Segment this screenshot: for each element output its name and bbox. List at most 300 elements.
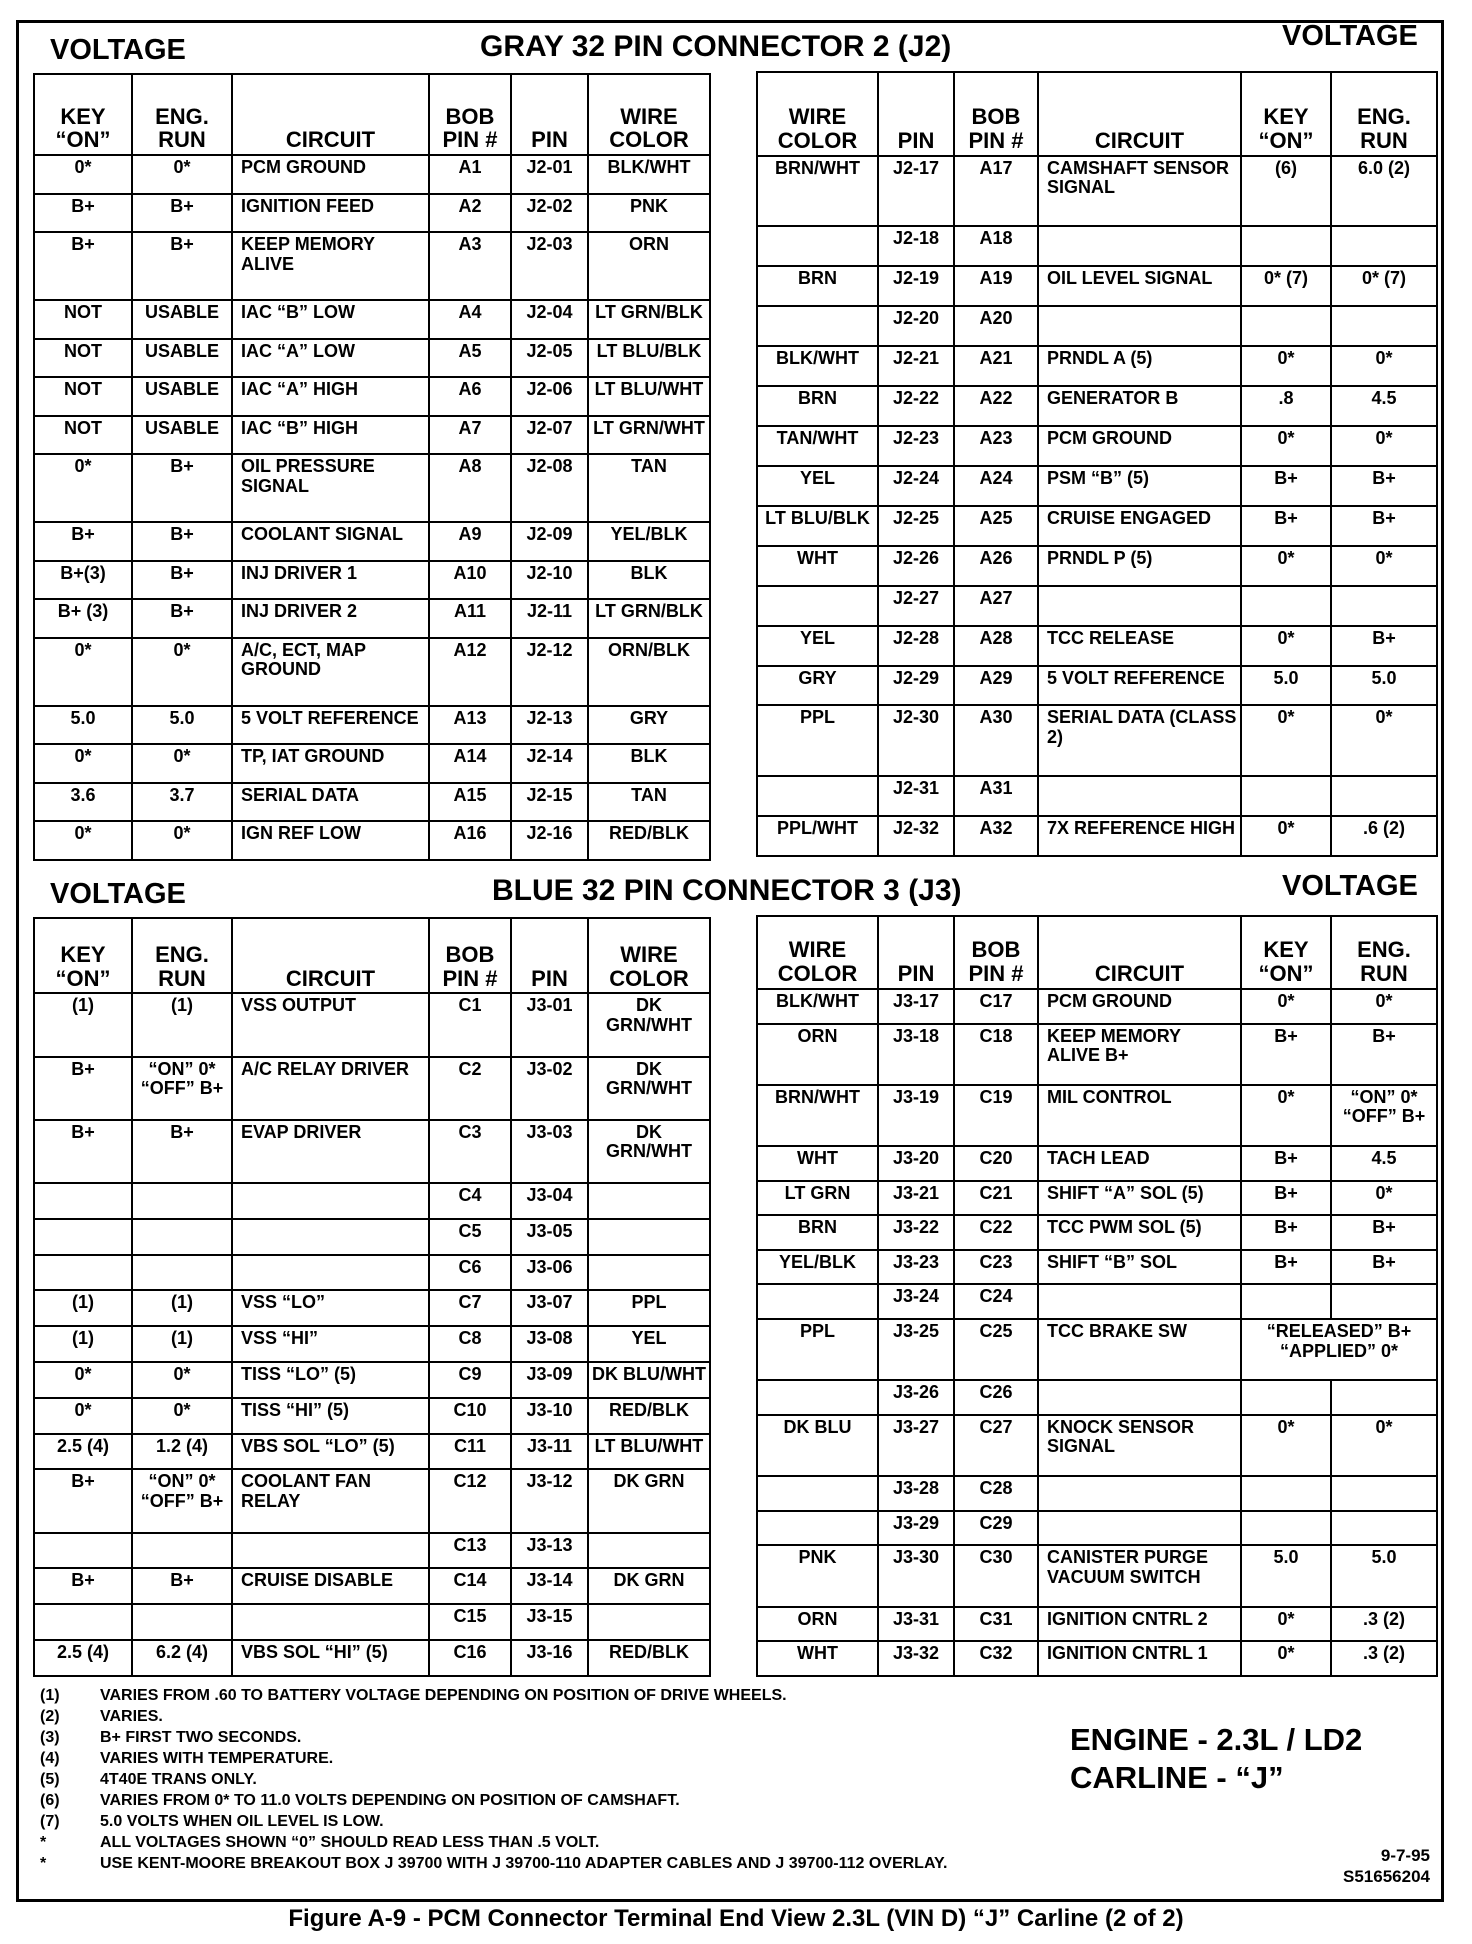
table-row bbox=[757, 1024, 1437, 1085]
table-cell: .8 bbox=[1241, 386, 1331, 426]
table-cell: J3-06 bbox=[511, 1255, 588, 1291]
table-cell: J2-04 bbox=[511, 300, 588, 339]
table-cell bbox=[1331, 1476, 1437, 1511]
table-cell: LT BLU/WHT bbox=[588, 377, 710, 416]
table-cell: 0* bbox=[1241, 816, 1331, 856]
table-cell: J3-21 bbox=[878, 1181, 954, 1216]
table-cell: DK GRN/WHT bbox=[588, 1120, 710, 1183]
table-row bbox=[757, 1319, 1437, 1380]
table-cell: USABLE bbox=[132, 377, 232, 416]
table-cell: C24 bbox=[954, 1284, 1038, 1319]
table-cell: BRN/WHT bbox=[757, 1085, 878, 1146]
table-cell: J2-19 bbox=[878, 266, 954, 306]
table-cell: C16 bbox=[429, 1640, 511, 1676]
table-cell: J2-25 bbox=[878, 506, 954, 546]
table-cell: J3-15 bbox=[511, 1604, 588, 1640]
table-cell bbox=[757, 226, 878, 266]
table-cell: LT BLU/BLK bbox=[757, 506, 878, 546]
j3-title: BLUE 32 PIN CONNECTOR 3 (J3) bbox=[492, 874, 962, 907]
table-cell: B+ bbox=[132, 522, 232, 561]
table-row bbox=[757, 386, 1437, 426]
table-cell: 0* (7) bbox=[1241, 266, 1331, 306]
table-cell bbox=[232, 1604, 429, 1640]
table-cell: 0* bbox=[1241, 426, 1331, 466]
table-cell: IAC “B” LOW bbox=[232, 300, 429, 339]
table-cell: C3 bbox=[429, 1120, 511, 1183]
table-cell: BLK bbox=[588, 561, 710, 600]
table-cell: SHIFT “A” SOL (5) bbox=[1038, 1181, 1241, 1216]
footnote bbox=[40, 1727, 947, 1748]
table-cell: A/C RELAY DRIVER bbox=[232, 1057, 429, 1120]
table-cell: B+ bbox=[1241, 1024, 1331, 1085]
table-cell: J3-03 bbox=[511, 1120, 588, 1183]
table-cell bbox=[34, 1183, 132, 1219]
table-cell: C21 bbox=[954, 1181, 1038, 1216]
table-cell: ORN bbox=[757, 1607, 878, 1642]
table-cell bbox=[757, 776, 878, 816]
table-cell: C32 bbox=[954, 1641, 1038, 1676]
table-cell: PPL bbox=[588, 1290, 710, 1326]
table-cell: .3 (2) bbox=[1331, 1641, 1437, 1676]
table-cell bbox=[757, 306, 878, 346]
table-cell: A5 bbox=[429, 339, 511, 378]
table-cell: J3-05 bbox=[511, 1219, 588, 1255]
footnote-marker: (3) bbox=[40, 1729, 60, 1746]
table-cell: INJ DRIVER 1 bbox=[232, 561, 429, 600]
table-cell: A2 bbox=[429, 194, 511, 233]
table-cell: 0* bbox=[34, 821, 132, 860]
table-cell: 0* bbox=[1241, 1607, 1331, 1642]
table-cell: YEL bbox=[588, 1326, 710, 1362]
table-cell: J2-17 bbox=[878, 156, 954, 226]
table-row bbox=[757, 586, 1437, 626]
table-row bbox=[34, 1326, 710, 1362]
column-header: PIN bbox=[878, 72, 954, 156]
table-cell: LT BLU/BLK bbox=[588, 339, 710, 378]
table-cell: LT GRN/BLK bbox=[588, 599, 710, 638]
table-cell: GENERATOR B bbox=[1038, 386, 1241, 426]
table-cell: 0* bbox=[34, 155, 132, 194]
table-cell: J2-10 bbox=[511, 561, 588, 600]
table-cell: TACH LEAD bbox=[1038, 1146, 1241, 1181]
table-cell: B+ bbox=[1241, 1146, 1331, 1181]
table-cell bbox=[132, 1255, 232, 1291]
table-cell: TP, IAT GROUND bbox=[232, 744, 429, 783]
footnote-text: ALL VOLTAGES SHOWN “0” SHOULD READ LESS THAN .5 VOLT. bbox=[100, 1834, 600, 1851]
table-cell: 0* bbox=[132, 638, 232, 706]
table-cell bbox=[1241, 1284, 1331, 1319]
table-cell bbox=[588, 1183, 710, 1219]
table-cell: 0* bbox=[1331, 705, 1437, 775]
table-cell: A10 bbox=[429, 561, 511, 600]
table-cell: IGNITION CNTRL 2 bbox=[1038, 1607, 1241, 1642]
table-row bbox=[757, 306, 1437, 346]
table-cell: VSS “LO” bbox=[232, 1290, 429, 1326]
table-cell: “RELEASED” B+ “APPLIED” 0* bbox=[1241, 1319, 1437, 1380]
table-cell: A6 bbox=[429, 377, 511, 416]
j2-voltage-right-label: VOLTAGE bbox=[1282, 20, 1418, 52]
footnote-text: B+ FIRST TWO SECONDS. bbox=[100, 1729, 302, 1746]
table-cell: 0* bbox=[34, 638, 132, 706]
table-cell: B+ bbox=[132, 1120, 232, 1183]
table-cell: B+ bbox=[1331, 1024, 1437, 1085]
table-row bbox=[34, 454, 710, 522]
table-cell: NOT bbox=[34, 300, 132, 339]
table-cell: 0* bbox=[1331, 546, 1437, 586]
footnote-text: VARIES FROM 0* TO 11.0 VOLTS DEPENDING ON POSITION OF CAMSHAFT. bbox=[100, 1792, 680, 1809]
table-cell: YEL/BLK bbox=[588, 522, 710, 561]
table-cell bbox=[1038, 1511, 1241, 1546]
table-row bbox=[757, 1545, 1437, 1606]
table-cell: B+ bbox=[132, 1568, 232, 1604]
table-cell: VBS SOL “LO” (5) bbox=[232, 1434, 429, 1470]
table-cell: SHIFT “B” SOL bbox=[1038, 1250, 1241, 1285]
table-cell: J3-02 bbox=[511, 1057, 588, 1120]
doc-date: 9-7-95 bbox=[1380, 1846, 1430, 1865]
table-cell: PRNDL P (5) bbox=[1038, 546, 1241, 586]
table-cell: MIL CONTROL bbox=[1038, 1085, 1241, 1146]
table-cell: J2-26 bbox=[878, 546, 954, 586]
table-cell: J3-19 bbox=[878, 1085, 954, 1146]
table-cell: A24 bbox=[954, 466, 1038, 506]
table-cell: IGN REF LOW bbox=[232, 821, 429, 860]
table-header-row bbox=[757, 72, 1437, 156]
table-cell: B+ bbox=[1241, 506, 1331, 546]
table-cell: B+ (3) bbox=[34, 599, 132, 638]
table-cell: 0* bbox=[1331, 1181, 1437, 1216]
table-cell: C2 bbox=[429, 1057, 511, 1120]
table-cell bbox=[1038, 1284, 1241, 1319]
table-cell: A25 bbox=[954, 506, 1038, 546]
table-cell: 5 VOLT REFERENCE bbox=[1038, 666, 1241, 706]
column-header: ENG. RUN bbox=[132, 918, 232, 993]
table-cell: J2-24 bbox=[878, 466, 954, 506]
table-cell: 0* bbox=[1331, 426, 1437, 466]
table-cell: TCC RELEASE bbox=[1038, 626, 1241, 666]
table-cell: (6) bbox=[1241, 156, 1331, 226]
table-cell bbox=[757, 1511, 878, 1546]
table-cell: 0* bbox=[132, 1398, 232, 1434]
footnote bbox=[40, 1790, 947, 1811]
table-cell: KEEP MEMORY ALIVE bbox=[232, 232, 429, 300]
table-cell bbox=[1241, 1511, 1331, 1546]
table-cell: USABLE bbox=[132, 416, 232, 455]
table-cell: USABLE bbox=[132, 300, 232, 339]
column-header: WIRE COLOR bbox=[757, 72, 878, 156]
table-cell: 0* bbox=[1241, 989, 1331, 1024]
table-row bbox=[757, 266, 1437, 306]
table-cell: A3 bbox=[429, 232, 511, 300]
table-cell: A9 bbox=[429, 522, 511, 561]
table-row bbox=[34, 744, 710, 783]
table-cell: 5.0 bbox=[1241, 666, 1331, 706]
table-cell: J2-06 bbox=[511, 377, 588, 416]
column-header: WIRE COLOR bbox=[588, 918, 710, 993]
table-cell bbox=[34, 1219, 132, 1255]
table-cell bbox=[1038, 1476, 1241, 1511]
table-row bbox=[757, 1641, 1437, 1676]
table-header-row bbox=[757, 916, 1437, 989]
table-cell: 0* bbox=[132, 155, 232, 194]
table-cell: J3-13 bbox=[511, 1533, 588, 1569]
table-row bbox=[34, 638, 710, 706]
table-row bbox=[757, 1415, 1437, 1476]
table-cell bbox=[232, 1183, 429, 1219]
table-cell: LT GRN/WHT bbox=[588, 416, 710, 455]
table-cell: J2-01 bbox=[511, 155, 588, 194]
table-cell bbox=[1331, 226, 1437, 266]
table-cell bbox=[132, 1533, 232, 1569]
column-header: KEY “ON” bbox=[1241, 916, 1331, 989]
table-cell: C19 bbox=[954, 1085, 1038, 1146]
table-row bbox=[34, 339, 710, 378]
table-cell: A27 bbox=[954, 586, 1038, 626]
table-cell: LT BLU/WHT bbox=[588, 1434, 710, 1470]
table-cell: LT GRN bbox=[757, 1181, 878, 1216]
table-cell: CAMSHAFT SENSOR SIGNAL bbox=[1038, 156, 1241, 226]
table-cell: (1) bbox=[34, 993, 132, 1056]
table-cell: OIL PRESSURE SIGNAL bbox=[232, 454, 429, 522]
doc-code: S51656204 bbox=[1343, 1867, 1430, 1886]
table-cell: B+ bbox=[34, 1469, 132, 1532]
footnote-marker: (1) bbox=[40, 1687, 60, 1704]
table-cell: 0* bbox=[1241, 626, 1331, 666]
column-header: ENG. RUN bbox=[1331, 916, 1437, 989]
table-cell: PNK bbox=[757, 1545, 878, 1606]
engine-label: ENGINE - 2.3L / LD2 bbox=[1070, 1722, 1363, 1757]
table-cell: TISS “HI” (5) bbox=[232, 1398, 429, 1434]
table-cell bbox=[1038, 776, 1241, 816]
table-cell: J3-18 bbox=[878, 1024, 954, 1085]
table-cell: C6 bbox=[429, 1255, 511, 1291]
table-cell: J3-23 bbox=[878, 1250, 954, 1285]
table-cell: CRUISE DISABLE bbox=[232, 1568, 429, 1604]
table-cell: 5.0 bbox=[132, 706, 232, 745]
table-cell bbox=[1038, 226, 1241, 266]
footnote bbox=[40, 1832, 947, 1853]
table-cell: PCM GROUND bbox=[1038, 426, 1241, 466]
table-cell: J2-09 bbox=[511, 522, 588, 561]
table-cell bbox=[588, 1255, 710, 1291]
table-row bbox=[757, 426, 1437, 466]
table-cell: BRN bbox=[757, 266, 878, 306]
table-cell: J2-08 bbox=[511, 454, 588, 522]
footnote bbox=[40, 1685, 947, 1706]
table-cell: VSS “HI” bbox=[232, 1326, 429, 1362]
table-row bbox=[34, 416, 710, 455]
table-cell: C14 bbox=[429, 1568, 511, 1604]
table-cell: 2.5 (4) bbox=[34, 1640, 132, 1676]
table-cell: J2-03 bbox=[511, 232, 588, 300]
table-cell: 6.2 (4) bbox=[132, 1640, 232, 1676]
column-header: KEY “ON” bbox=[34, 918, 132, 993]
table-cell bbox=[1241, 1380, 1331, 1415]
table-cell: J3-24 bbox=[878, 1284, 954, 1319]
table-cell: J2-13 bbox=[511, 706, 588, 745]
table-cell: J3-04 bbox=[511, 1183, 588, 1219]
table-cell: J3-16 bbox=[511, 1640, 588, 1676]
table-row bbox=[34, 300, 710, 339]
table-cell: C18 bbox=[954, 1024, 1038, 1085]
table-cell: 0* bbox=[1241, 1085, 1331, 1146]
table-cell: 3.7 bbox=[132, 783, 232, 822]
footnote-marker: (5) bbox=[40, 1771, 60, 1788]
table-cell: BLK/WHT bbox=[757, 346, 878, 386]
table-cell: 0* bbox=[34, 1362, 132, 1398]
table-cell: GRY bbox=[588, 706, 710, 745]
table-row bbox=[34, 1362, 710, 1398]
table-cell: RED/BLK bbox=[588, 821, 710, 860]
table-header-row bbox=[34, 918, 710, 993]
table-cell: J2-29 bbox=[878, 666, 954, 706]
j3-left-table bbox=[33, 917, 711, 1677]
column-header: CIRCUIT bbox=[232, 918, 429, 993]
table-cell: C11 bbox=[429, 1434, 511, 1470]
table-cell: TISS “LO” (5) bbox=[232, 1362, 429, 1398]
table-cell: J3-31 bbox=[878, 1607, 954, 1642]
table-cell: BRN bbox=[757, 386, 878, 426]
table-cell: 0* bbox=[1331, 346, 1437, 386]
table-cell: YEL bbox=[757, 626, 878, 666]
table-cell: WHT bbox=[757, 1146, 878, 1181]
table-cell: 5.0 bbox=[1331, 1545, 1437, 1606]
table-cell: PPL bbox=[757, 1319, 878, 1380]
table-cell: ORN bbox=[588, 232, 710, 300]
table-cell: 0* bbox=[1241, 705, 1331, 775]
table-row bbox=[757, 1476, 1437, 1511]
table-cell: B+(3) bbox=[34, 561, 132, 600]
table-cell: (1) bbox=[34, 1290, 132, 1326]
table-cell: J3-20 bbox=[878, 1146, 954, 1181]
column-header: CIRCUIT bbox=[232, 74, 429, 155]
table-cell: A16 bbox=[429, 821, 511, 860]
table-cell: COOLANT FAN RELAY bbox=[232, 1469, 429, 1532]
table-cell: J3-22 bbox=[878, 1215, 954, 1250]
table-cell: C20 bbox=[954, 1146, 1038, 1181]
table-cell: BRN/WHT bbox=[757, 156, 878, 226]
table-cell: J2-02 bbox=[511, 194, 588, 233]
column-header: BOB PIN # bbox=[954, 72, 1038, 156]
table-cell: ORN bbox=[757, 1024, 878, 1085]
table-cell: J2-32 bbox=[878, 816, 954, 856]
table-cell: J2-31 bbox=[878, 776, 954, 816]
table-cell: J3-28 bbox=[878, 1476, 954, 1511]
table-cell bbox=[232, 1255, 429, 1291]
table-cell: SERIAL DATA bbox=[232, 783, 429, 822]
table-cell: C23 bbox=[954, 1250, 1038, 1285]
table-cell: 0* bbox=[34, 744, 132, 783]
column-header: ENG. RUN bbox=[132, 74, 232, 155]
table-cell bbox=[1241, 1476, 1331, 1511]
table-cell: A15 bbox=[429, 783, 511, 822]
column-header: CIRCUIT bbox=[1038, 72, 1241, 156]
table-cell: C26 bbox=[954, 1380, 1038, 1415]
table-cell: C22 bbox=[954, 1215, 1038, 1250]
table-cell: A14 bbox=[429, 744, 511, 783]
table-cell bbox=[1241, 226, 1331, 266]
table-cell: A29 bbox=[954, 666, 1038, 706]
table-cell: B+ bbox=[34, 232, 132, 300]
table-cell: PCM GROUND bbox=[232, 155, 429, 194]
table-cell: A11 bbox=[429, 599, 511, 638]
table-cell: 0* bbox=[1241, 1641, 1331, 1676]
table-cell: PPL/WHT bbox=[757, 816, 878, 856]
table-cell: 6.0 (2) bbox=[1331, 156, 1437, 226]
table-cell: YEL/BLK bbox=[757, 1250, 878, 1285]
table-cell: C17 bbox=[954, 989, 1038, 1024]
table-row bbox=[757, 1085, 1437, 1146]
table-cell: 7X REFERENCE HIGH bbox=[1038, 816, 1241, 856]
table-cell: J2-15 bbox=[511, 783, 588, 822]
column-header: BOB PIN # bbox=[429, 74, 511, 155]
footnote-marker: (4) bbox=[40, 1750, 60, 1767]
table-cell: BLK/WHT bbox=[757, 989, 878, 1024]
table-cell bbox=[1038, 306, 1241, 346]
table-cell: A1 bbox=[429, 155, 511, 194]
table-cell: DK GRN bbox=[588, 1568, 710, 1604]
table-cell: B+ bbox=[1241, 1181, 1331, 1216]
footnote-text: VARIES WITH TEMPERATURE. bbox=[100, 1750, 334, 1767]
table-cell: B+ bbox=[1331, 1215, 1437, 1250]
column-header: CIRCUIT bbox=[1038, 916, 1241, 989]
column-header: PIN bbox=[878, 916, 954, 989]
column-header: KEY “ON” bbox=[1241, 72, 1331, 156]
table-cell: B+ bbox=[1331, 506, 1437, 546]
table-row bbox=[34, 1255, 710, 1291]
table-cell: J3-14 bbox=[511, 1568, 588, 1604]
table-cell: B+ bbox=[132, 194, 232, 233]
table-row bbox=[34, 783, 710, 822]
table-cell: J2-12 bbox=[511, 638, 588, 706]
table-row bbox=[757, 346, 1437, 386]
table-cell: INJ DRIVER 2 bbox=[232, 599, 429, 638]
table-cell bbox=[588, 1533, 710, 1569]
table-row bbox=[34, 561, 710, 600]
table-cell bbox=[1331, 1511, 1437, 1546]
table-row bbox=[34, 1057, 710, 1120]
table-cell: C25 bbox=[954, 1319, 1038, 1380]
table-cell: C9 bbox=[429, 1362, 511, 1398]
table-row bbox=[34, 993, 710, 1056]
table-cell: PPL bbox=[757, 705, 878, 775]
table-cell: C4 bbox=[429, 1183, 511, 1219]
table-cell bbox=[1331, 776, 1437, 816]
table-cell: PSM “B” (5) bbox=[1038, 466, 1241, 506]
table-row bbox=[34, 232, 710, 300]
table-cell: J3-07 bbox=[511, 1290, 588, 1326]
table-cell: B+ bbox=[1241, 1250, 1331, 1285]
table-cell: 0* bbox=[1331, 989, 1437, 1024]
table-cell: “ON” 0* “OFF” B+ bbox=[132, 1057, 232, 1120]
footnote-marker: (6) bbox=[40, 1792, 60, 1809]
table-row bbox=[757, 666, 1437, 706]
table-cell: A19 bbox=[954, 266, 1038, 306]
j2-left-table bbox=[33, 73, 711, 861]
table-cell bbox=[588, 1604, 710, 1640]
table-cell: “ON” 0* “OFF” B+ bbox=[1331, 1085, 1437, 1146]
table-cell: WHT bbox=[757, 1641, 878, 1676]
table-cell: 3.6 bbox=[34, 783, 132, 822]
table-cell: A12 bbox=[429, 638, 511, 706]
footnote-text: VARIES. bbox=[100, 1708, 163, 1725]
carline-label: CARLINE - “J” bbox=[1070, 1760, 1284, 1795]
table-cell: J2-20 bbox=[878, 306, 954, 346]
table-cell: YEL bbox=[757, 466, 878, 506]
table-row bbox=[34, 1398, 710, 1434]
table-cell bbox=[232, 1533, 429, 1569]
table-cell: J2-21 bbox=[878, 346, 954, 386]
table-cell: WHT bbox=[757, 546, 878, 586]
